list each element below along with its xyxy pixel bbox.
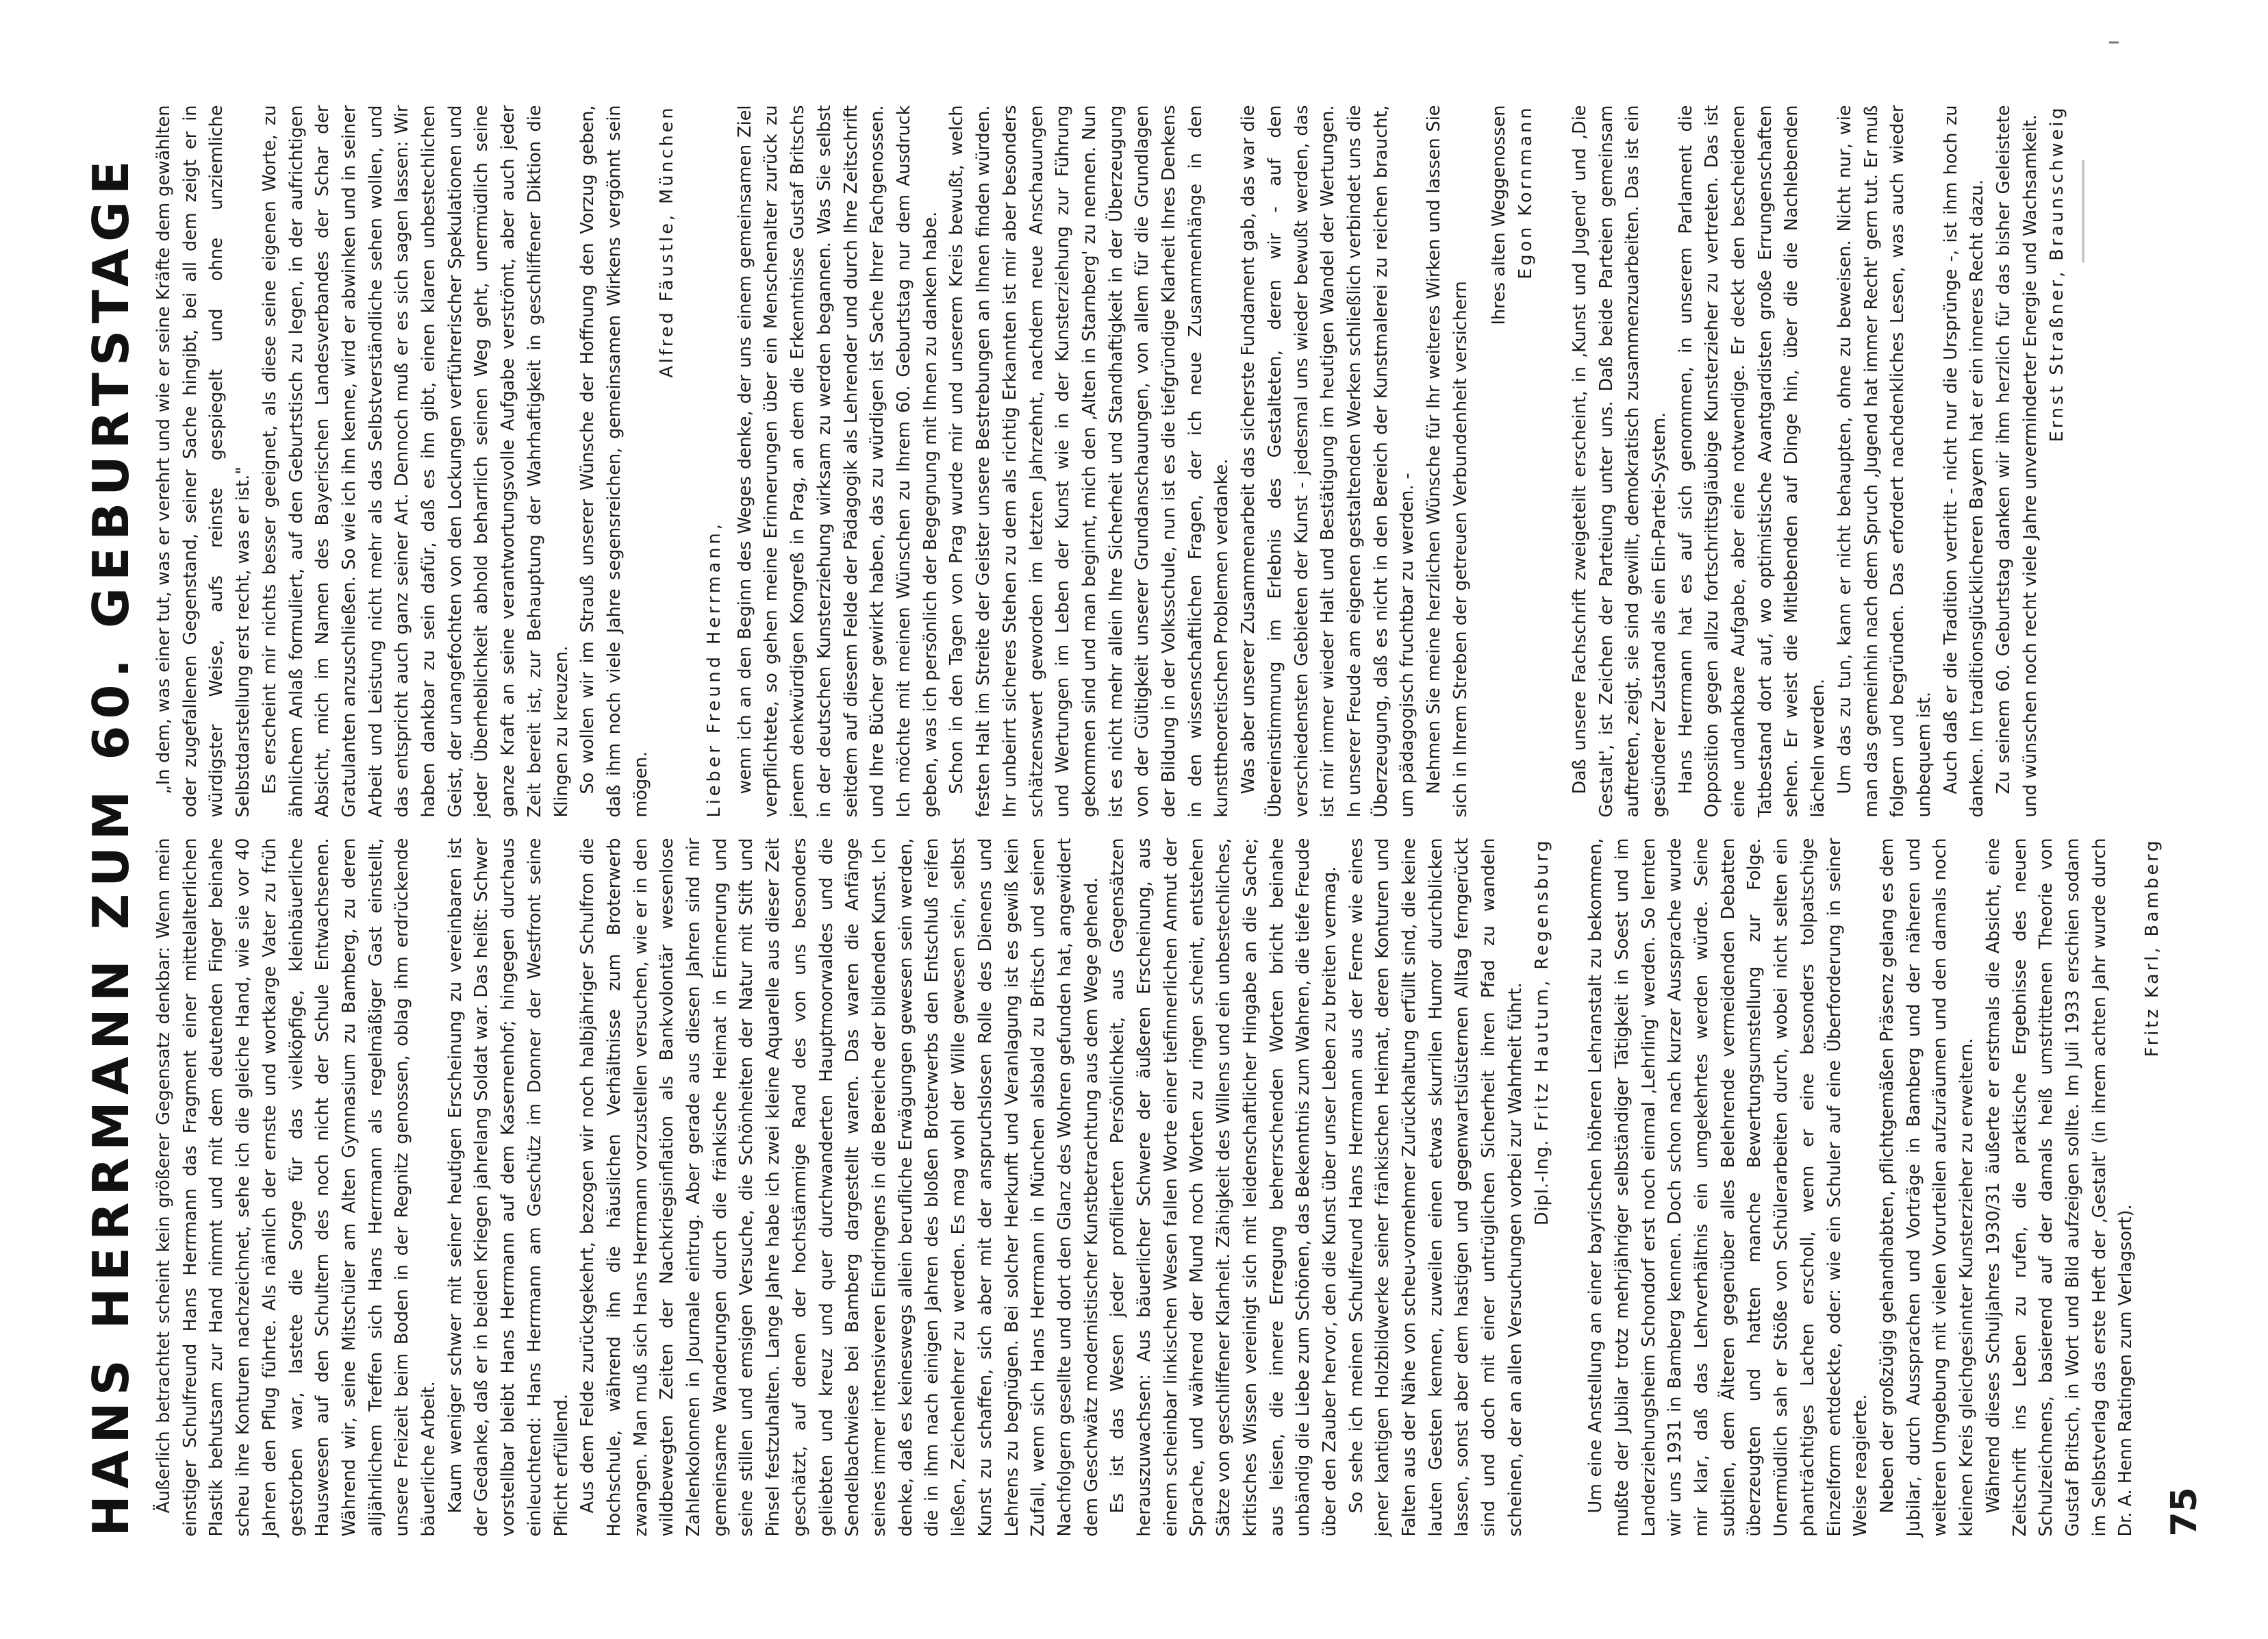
paragraph: Nehmen Sie meine herzlichen Wünsche für Ihr weiteres Wirken und lassen Sie sich in Ihrem Streben der getreuen Verbundenheit versichern: [1424, 105, 1471, 817]
paragraph: Auch daß er die Tradition vertritt - nicht nur die Ursprünge -, ist ihm hoch zu danken. Im traditionsglücklicheren Bayern hat er ein inneres Recht dazu.: [1940, 105, 1988, 817]
author-signature: Ernst Straßner, Braunschweig: [2046, 105, 2067, 442]
paragraph: wenn ich an den Beginn des Weges denke, der uns einem gemeinsamen Ziel verpflichtete, so gehen meine Erinnerungen über ein Menschenalter zurück zu jenem denkwürdigen Kongreß in Prag, an dem die Erkenntnisse Gustaf Britschs in der deutschen Kunsterziehung wirksam zu werden begannen. Was Sie selbst seitdem auf diesem Felde der Pädagogik als Lehrender und durch Ihre Zeitschrift und Ihre Bücher gewirkt haben, das zu würdigen ist Sache Ihrer Fachgenossen. Ich möchte mit meinen Wünschen zu Ihrem 60. Geburtstag nur dem Ausdruck geben, was ich persönlich der Begegnung mit Ihnen zu danken habe.: [734, 105, 941, 817]
paragraph: Es ist das Wesen jeder profilierten Persönlichkeit, aus Gegensätzen herauszuwachsen: Aus bäuerlicher Schwere der äußeren Erscheinung, aus einem scheinbar linkischen Wesen fallen Worte einer tiefinnerlichen Anmut der Sprache, und während der Mund noch Worten zu ringen scheint, entstehen Sätze von geschliffener Klarheit. Zähigkeit des Willens und ein unbestechliches, kritisches Wissen vereinigt sich mit leidenschaftlicher Hingabe an die Sache; aus leisen, die innere Erregung beherrschenden Worten bricht beinahe unbändig die Liebe zum Schönen, das Bekenntnis zum Wahren, die tiefe Freude über den Zauber hervor, den die Kunst über unser Leben zu breiten vermag.: [1107, 838, 1340, 1536]
paragraph: Hans Herrmann hat es auf sich genommen, in unserem Parlament die Opposition gegen allzu fortschrittsgläubige Kunsterzieher zu vertreten. Das ist eine undankbare Aufgabe, aber eine notwendige. Er deckt den bescheidenen Tatbestand dort auf, wo optimistische Avantgardisten große Errungenschaften sehen. Er weist die Mitlebenden auf Dinge hin, über die die Nachlebenden lächeln werden.: [1675, 105, 1829, 817]
page-number: 75: [2164, 1486, 2205, 1536]
paragraph: Daß unsere Fachschrift zweigeteilt erscheint, in ‚Kunst und Jugend' und ‚Die Gestalt', ist Zeichen der Parteiung unter uns. Daß beide Parteien gemeinsam auftreten, zeigt, sie sind gewillt, demokratisch zusammenzuarbeiten. Das ist ein gesünderer Zustand als ein Ein-Partei-System.: [1569, 105, 1670, 817]
author-signature: Fritz Karl, Bamberg: [2142, 838, 2163, 1057]
author-signature: Egon Kornmann: [1515, 105, 1537, 279]
paragraph: So sehe ich meinen Schulfreund Hans Herrmann aus der Ferne wie eines jener kantigen Holzbildwerke seiner fränkischen Heimat, deren Konturen und Falten aus der Nähe von scheu-vornehmer Zurückhaltung erfüllt sind, die keine lauten Gesten kennen, zuweilen einen etwas skurrilen Humor durchblicken lassen, sonst aber dem hastigen und gegenwartslüsternen Alltag ferngerückt sind und doch mit einer untrüglichen Sicherheit ihren Pfad zu wandeln scheinen, der an allen Versuchungen vorbei zur Wahrheit führt.: [1346, 838, 1526, 1536]
paragraph: Um eine Anstellung an einer bayrischen höheren Lehranstalt zu bekommen, mußte der Jubilar trotz mehrjähriger selbständiger Tätigkeit in Soest und im Landerziehungsheim Schondorf erst noch einmal ‚Lehrling' werden. So lernten wir uns 1931 in Bamberg kennen. Doch schon nach kurzer Aussprache wurde mir klar, daß das Lehrverhältnis ein umgekehrtes werden würde. Seine subtilen, dem Älteren gegenüber alles Belehrende vermeidenden Debatten überzeugten und hatten manche Bewertungsumstellung zur Folge. Unermüdlich sah er Stöße von Schülerarbeiten durch, wobei nicht selten ein phanträchtiges Lachen erscholl, wenn er eine besonders tolpatschige Einzelform entdeckte, oder: wie ein Schuler auf eine Überforderung in seiner Weise reagierte.: [1585, 838, 1872, 1536]
scan-mark: [2109, 41, 2119, 43]
paragraph: Zu seinem 60. Geburtstag danken wir ihm herzlich für das bisher Geleistete und wünschen noch recht viele Jahre unverminderter Energie und Wachsamkeit.: [1993, 105, 2041, 817]
paragraph: Was aber unserer Zusammenarbeit das sicherste Fundament gab, das war die Übereinstimmung im Erlebnis des Gestalteten, deren wir - auf den verschiedensten Gebieten der Kunst - jedesmal uns wieder bewußt werden, das ist mir immer wieder Halt und Bestätigung im heutigen Wandel der Wertungen. In unserer Freude am eigenen gestaltenden Werken schließlich verbindet uns die Überzeugung, daß es nicht in den Bereich der Kunstmalerei zu reichen braucht, um pädagogisch fruchtbar zu werden. -: [1238, 105, 1418, 817]
paragraph: Kaum weniger schwer mit seiner heutigen Erscheinung zu vereinbaren ist der Gedanke, daß er in beiden Kriegen jahrelang Soldat war. Das heißt: Schwer vorstellbar bleibt Hans Herrmann auf dem Kasernenhof; hingegen durchaus einleuchtend: Hans Herrmann am Geschütz im Donner der Westfront seine Pflicht erfüllend.: [444, 838, 572, 1536]
author-name: Fritz Hautum, Regensburg: [1531, 838, 1552, 1131]
paragraph: Schon in den Tagen von Prag wurde mir und unserem Kreis bewußt, welch festen Halt im Streite der Geister unsere Bestrebungen an Ihnen finden würden. Ihr unbeirrt sicheres Stehen zu dem als richtig Erkannten ist mir aber besonders schätzenswert geworden im letzten Jahrzehnt, nachdem neue Anschauungen und Wertungen im Leben der Kunst wie in der Kunsterziehung zur Führung gekommen sind und man beginnt, mich den ‚Alten in Starnberg' zu nennen. Nun ist es nicht mehr allein Ihre Sicherheit und Standhaftigkeit in der Überzeugung von der Gültigkeit unserer Grundanschauungen, von allem für die Grundlagen der Bildung in der Volksschule, nun ist es die tiefgründige Klarheit Ihres Denkens in den wissenschaftlichen Fragen, der ich neue Zusammenhänge in den kunsttheoretischen Problemen verdanke.: [946, 105, 1233, 817]
page-title: HANS HERRMANN ZUM 60. GEBURTSTAGE: [82, 153, 140, 1536]
scan-smudge: [2082, 160, 2084, 262]
letter-closing: Ihres alten Weggenossen: [1489, 105, 1510, 325]
author-signature: [1529, 838, 1556, 1536]
paragraph: Neben der großzügig gehandhabten, pflichtgemäßen Präsenz gelang es dem Jubilar, durch Aussprachen und Vorträge in Bamberg und der näheren und weiteren Umgebung mit vielen Vorurteilen aufzuräumen und den damals noch kleinen Kreis gleichgesinnter Kunsterzieher zu erweitern.: [1877, 838, 1978, 1536]
paragraph: „In dem, was einer tut, was er verehrt und wie er seine Kräfte dem gewählten oder zugefallenen Gegenstand, seiner Sache hingibt, bei all dem zeigt er in würdigster Weise, aufs reinste gespiegelt und ohne unziemliche Selbstdarstellung erst recht, was er ist.": [153, 105, 254, 817]
author-title: Dipl.-Ing.: [1531, 1139, 1552, 1225]
left-column: [151, 838, 2166, 1536]
letter-greeting: Lieber Freund Herrmann,: [704, 520, 725, 817]
paragraph: Äußerlich betrachtet scheint kein größerer Gegensatz denkbar: Wenn mein einstiger Schulfreund Hans Herrmann das Fragment einer mittelalterlichen Plastik behutsam zur Hand nimmt und mit dem deutenden Finger beinahe scheu ihre Konturen nachzeichnet, sehe ich die gleiche Hand, wie sie vor 40 Jahren den Pflug führte. Als nämlich der ernste und wortkarge Vater zu früh gestorben war, lastete die Sorge für das vielköpfige, kleinbäuerliche Hauswesen auf den Schultern des noch nicht der Schule Entwachsenen. Während wir, seine Mitschüler am Alten Gymnasium zu Bamberg, zu deren alljährlichem Treffen sich Hans Herrmann als regelmäßiger Gast einstellt, unsere Freizeit beim Boden in der Regnitz genossen, oblag ihm erdrückende bäuerliche Arbeit.: [153, 838, 440, 1536]
paragraph: Während dieses Schuljahres 1930/31 äußerte er erstmals die Absicht, eine Zeitschrift ins Leben zu rufen, die praktische Ergebnisse des neuen Schulzeichnens, basierend auf der damals heiß umstrittenen Theorie von Gustaf Britsch, in Wort und Bild aufzeigen sollte. Im Juli 1933 erschien sodann im Selbstverlag das erste Heft der ‚Gestalt' (in ihrem achten Jahr wurde durch Dr. A. Henn Ratingen zum Verlagsort).: [1982, 838, 2137, 1536]
paragraph: So wollen wir im Strauß unserer Wünsche der Hoffnung den Vorzug geben, daß ihm noch viele Jahre segensreichen, gemeinsamen Wirkens vergönnt sein mögen.: [577, 105, 651, 817]
paragraph: Es erscheint mir nichts besser geeignet, als diese seine eigenen Worte, zu ähnlichem Anlaß formuliert, auf den Geburtstisch zu legen, in der aufrichtigen Absicht, mich im Namen des Bayerischen Landesverbandes der Schar der Gratulanten anzuschließen. So wie ich ihn kenne, wird er abwinken und in seiner Arbeit und Leistung nicht mehr als das Selbstverständliche sehen wollen, und das entspricht auch ganz seiner Art. Dennoch muß er es sich sagen lassen: Wir haben dankbar zu sein dafür, daß es ihn gibt, einen klaren unbestechlichen Geist, der unangefochten von den Lockungen verführerischer Spekulationen und jeder Überheblichkeit abhold beharrlich seinen Weg geht, unermüdlich seine ganze Kraft an seine verantwortungsvolle Aufgabe verströmt, aber auch jeder Zeit bereit ist, zur Behauptung der Wahrhaftigkeit in geschliffener Diktion die Klingen zu kreuzen.: [259, 105, 572, 817]
right-column: [151, 105, 2070, 817]
author-signature: Alfred Fäustle, München: [657, 105, 678, 378]
paragraph: Aus dem Felde zurückgekehrt, bezogen wir noch halbjähriger Schulfron die Hochschule, während ihn die häuslichen Verhältnisse zum Broterwerb zwangen. Man muß sich Hans Herrmann vorzustellen versuchen, wie er in den wildbewegten Zeiten der Nachkriegsinflation als Bankvolontär wesenlose Zahlenkolonnen in Journale eintrug. Aber gerade aus diesen Jahren sind mir gemeinsame Wanderungen durch die fränkische Heimat in Erinnerung und seine stillen und emsigen Versuche, die Schönheiten der Natur mit Stift und Pinsel festzuhalten. Lange Jahre habe ich zwei kleine Aquarelle aus dieser Zeit geschätzt, auf denen der hochstämmige Rand des von uns besonders geliebten und kreuz und quer durchwanderten Hauptmoorwaldes und die Sendelbachwiese bei Bamberg dargestellt waren. Das waren die Anfänge seines immer intensiveren Eindringens in die Bereiche der bildenden Kunst. Ich denke, daß es keineswegs allein berufliche Erwägungen gewesen sein werden, die in ihm nach einigen Jahren des bloßen Broterwerbs den Entschluß reifen ließen, Zeichenlehrer zu werden. Es mag wohl der Wille gewesen sein, selbst Kunst zu schaffen, sich aber mit der anspruchslosen Rolle des Dienens und Lehrens zu begnügen. Bei solcher Herkunft und Veranlagung ist es gewiß kein Zufall, wenn sich Hans Herrmann in München alsbald zu Britsch und seinen Nachfolgern gesellte und dort den Glanz des Wohren gefunden hat, angewidert dem Geschwätz modernistischer Kunstbetrachtung aus dem Wege gehend.: [577, 838, 1102, 1536]
paragraph: Um das zu tun, kann er nicht behaupten, ohne zu beweisen. Nicht nur, wie man das gemeinhin nach dem Spruch ‚Jugend hat immer Recht' gern tut. Er muß folgern und begründen. Das erfordert nachdenkliches Lesen, was auch wieder unbequem ist.: [1834, 105, 1935, 817]
